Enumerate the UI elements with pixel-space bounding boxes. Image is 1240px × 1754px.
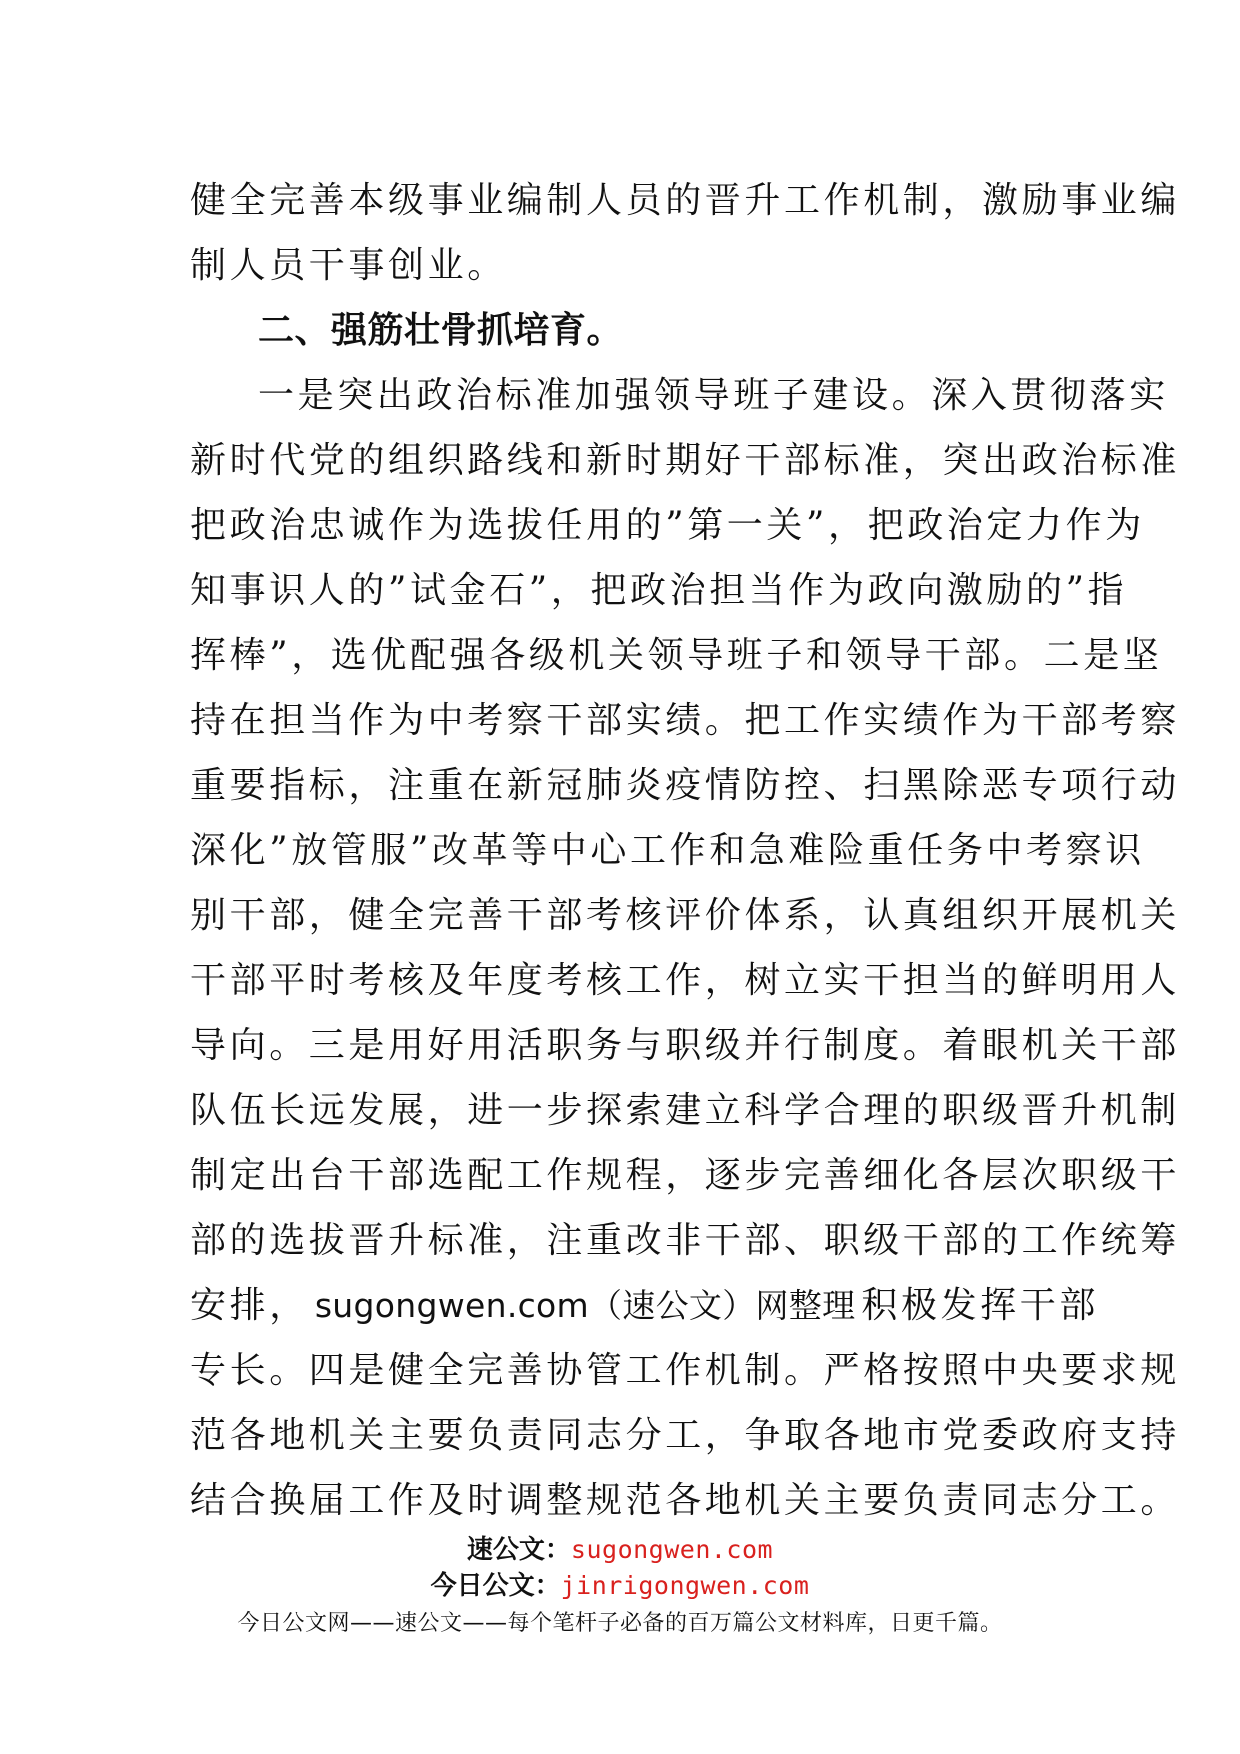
- paragraph-line: 别干部，健全完善干部考核评价体系，认真组织开展机关: [190, 895, 1181, 936]
- paragraph-line: 干部平时考核及年度考核工作，树立实干担当的鲜明用人: [190, 960, 1181, 1001]
- paragraph-line: 健全完善本级事业编制人员的晋升工作机制，激励事业编: [190, 180, 1181, 221]
- paragraph-line: 把政治忠诚作为选拔任用的”第一关”，把政治定力作为: [190, 505, 1145, 546]
- footer-link-sugongwen[interactable]: sugongwen.com: [570, 1535, 774, 1564]
- paragraph-line: 一是突出政治标准加强领导班子建设。深入贯彻落实: [258, 375, 1169, 416]
- paragraph-line: 制人员干事创业。: [190, 245, 507, 286]
- section-heading: 二、强筋壮骨抓培育。: [258, 310, 624, 351]
- document-body: [190, 168, 1181, 1533]
- paragraph-line: 重要指标，注重在新冠肺炎疫情防控、扫黑除恶专项行动: [190, 765, 1181, 806]
- footer-tagline: 今日公文网——速公文——每个笔杆子必备的百万篇公文材料库，日更千篇。: [237, 1611, 1003, 1636]
- promo-line-before: 安排，: [190, 1285, 309, 1326]
- promo-paragraph-line: [190, 1273, 1100, 1338]
- paragraph-line: 队伍长远发展，进一步探索建立科学合理的职级晋升机制: [190, 1090, 1181, 1131]
- paragraph-line: 新时代党的组织路线和新时期好干部标准，突出政治标准: [190, 440, 1181, 481]
- paragraph-line: 持在担当作为中考察干部实绩。把工作实绩作为干部考察: [190, 700, 1181, 741]
- footer-label-sugongwen: 速公文：: [466, 1535, 571, 1565]
- paragraph-line: 知事识人的”试金石”，把政治担当作为政向激励的”指: [190, 570, 1128, 611]
- paragraph-line: 范各地机关主要负责同志分工，争取各地市党委政府支持: [190, 1415, 1181, 1456]
- paragraph-line: 结合换届工作及时调整规范各地机关主要负责同志分工。: [190, 1480, 1181, 1521]
- footer-label-jinrigongwen: 今日公文：: [430, 1571, 561, 1601]
- paragraph-line: 专长。四是健全完善协管工作机制。严格按照中央要求规: [190, 1350, 1181, 1391]
- paragraph-line: 部的选拔晋升标准，注重改非干部、职级干部的工作统筹: [190, 1220, 1181, 1261]
- paragraph-line: 深化”放管服”改革等中心工作和急难险重任务中考察识: [190, 830, 1145, 871]
- page-footer: [0, 1532, 1240, 1644]
- paragraph-line: 导向。三是用好用活职务与职级并行制度。着眼机关干部: [190, 1025, 1181, 1066]
- paragraph-line: 制定出台干部选配工作规程，逐步完善细化各层次职级干: [190, 1155, 1181, 1196]
- footer-row-jinrigongwen: [0, 1568, 1240, 1604]
- footer-link-jinrigongwen[interactable]: jinrigongwen.com: [560, 1571, 810, 1600]
- inline-promo-text: sugongwen.com（速公文）网整理: [314, 1286, 856, 1325]
- paragraph-line: 挥棒”，选优配强各级机关领导班子和领导干部。二是坚: [190, 635, 1163, 676]
- footer-row-sugongwen: [0, 1532, 1240, 1568]
- promo-line-after: 积极发挥干部: [861, 1285, 1100, 1326]
